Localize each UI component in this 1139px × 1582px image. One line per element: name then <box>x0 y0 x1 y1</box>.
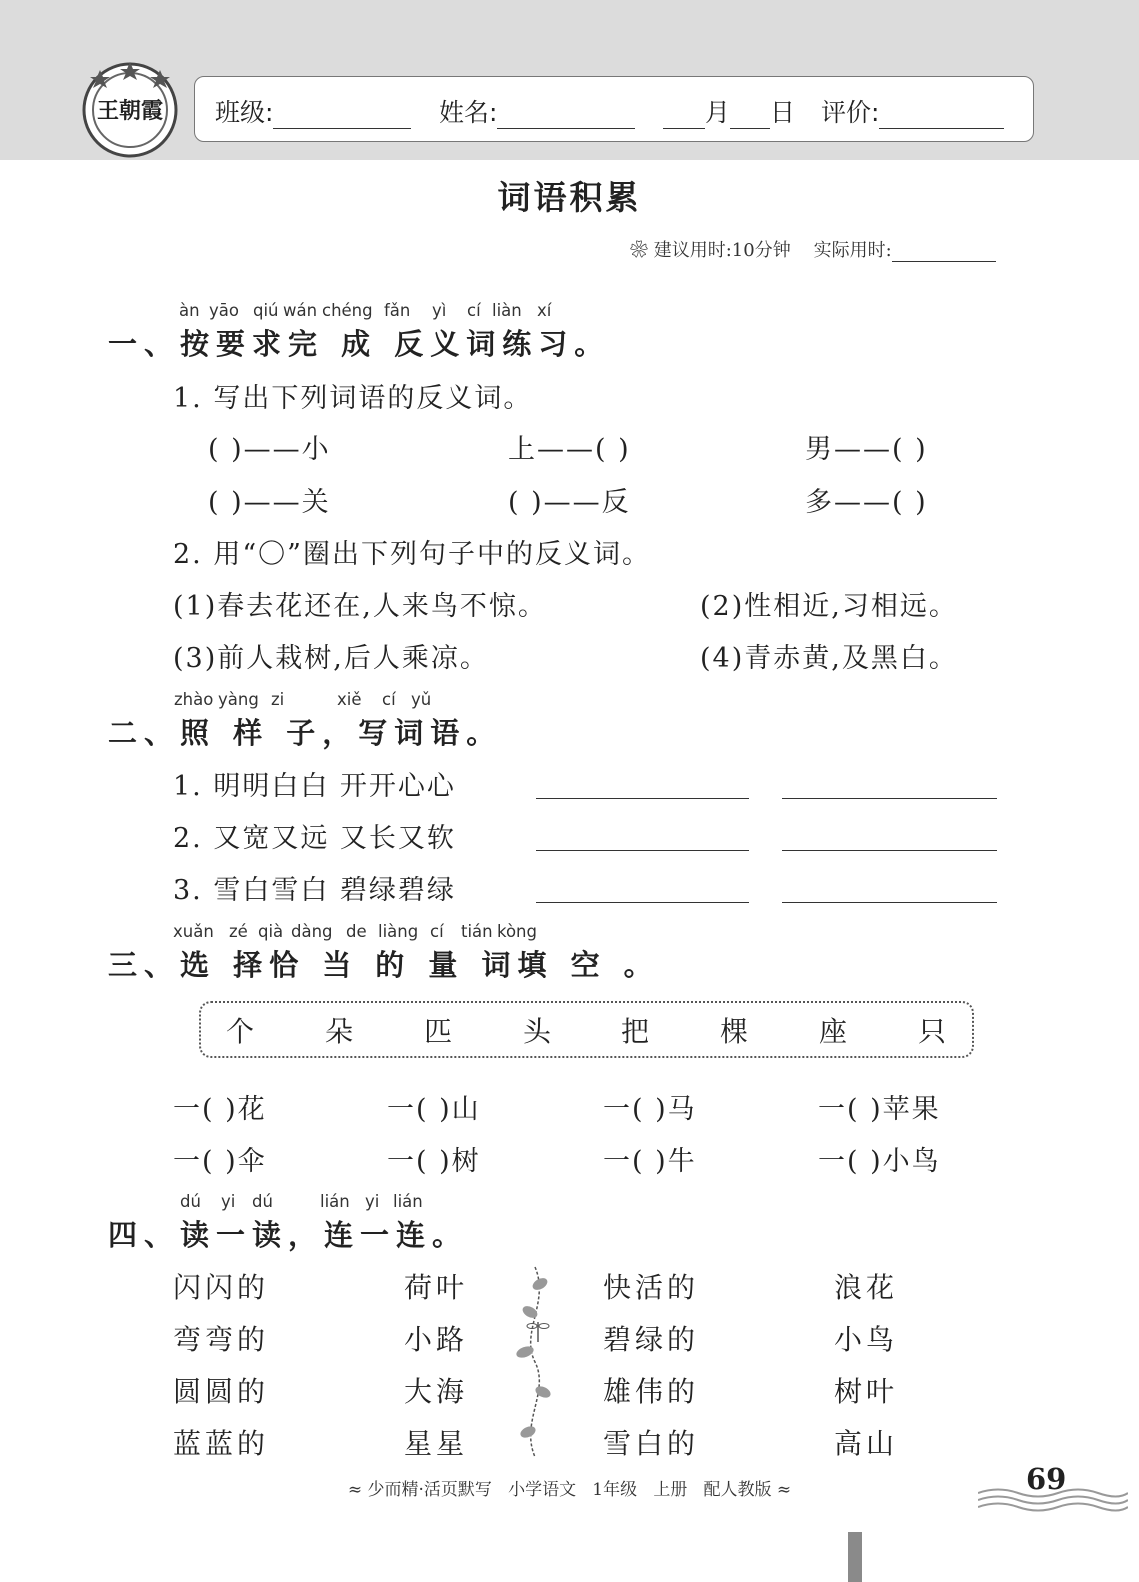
pinyin-s4: dú yi dú lián yi lián <box>180 1192 423 1211</box>
match-adj-left[interactable]: 圆圆的 <box>173 1375 270 1408</box>
answer-blank[interactable] <box>782 798 997 799</box>
sentence-item[interactable]: (3)前人栽树,后人乘凉。 <box>173 643 489 674</box>
measure-word: 只 <box>918 1015 947 1048</box>
section-4-heading: 四、读一读，连一连。 <box>108 1218 469 1252</box>
section-2-heading: 二、照 样 子，写词语。 <box>108 716 503 750</box>
date-field[interactable]: 月 日 <box>663 93 795 129</box>
measure-word: 头 <box>523 1015 552 1048</box>
section-1-heading: 一、按要求完 成 反义词练习。 <box>108 327 611 361</box>
antonym-item[interactable]: ( )——小 <box>208 434 331 465</box>
match-adj-left[interactable]: 弯弯的 <box>173 1323 270 1356</box>
match-noun-right[interactable]: 高山 <box>834 1427 899 1460</box>
answer-blank[interactable] <box>536 850 749 851</box>
match-noun-left[interactable]: 大海 <box>404 1375 469 1408</box>
answer-blank[interactable] <box>536 902 749 903</box>
grade-field[interactable]: 评价: <box>821 93 1004 129</box>
time-icon: ❀ <box>630 240 648 261</box>
measure-word: 朵 <box>325 1015 354 1048</box>
sentence-item[interactable]: (2)性相近,习相远。 <box>700 591 958 622</box>
measure-fill-item[interactable]: 一( )树 <box>387 1146 481 1177</box>
measure-word: 把 <box>621 1015 650 1048</box>
time-info: ❀ 建议用时:10分钟 实际用时: <box>630 236 996 262</box>
measure-fill-item[interactable]: 一( )小鸟 <box>818 1146 941 1177</box>
class-blank[interactable] <box>273 104 411 129</box>
page-edge-tab <box>848 1532 862 1582</box>
q2-title: 2. 用“〇”圈出下列句子中的反义词。 <box>173 539 651 570</box>
q1-title: 1. 写出下列词语的反义词。 <box>173 383 533 414</box>
class-field[interactable]: 班级: <box>215 93 411 129</box>
match-noun-right[interactable]: 浪花 <box>834 1271 899 1304</box>
measure-fill-item[interactable]: 一( )山 <box>387 1094 481 1125</box>
match-noun-right[interactable]: 树叶 <box>834 1375 899 1408</box>
measure-fill-item[interactable]: 一( )马 <box>603 1094 697 1125</box>
answer-blank[interactable] <box>782 902 997 903</box>
measure-word: 匹 <box>424 1015 453 1048</box>
brand-logo <box>80 60 180 160</box>
antonym-item[interactable]: 上——( ) <box>508 434 631 465</box>
measure-fill-item[interactable]: 一( )苹果 <box>818 1094 941 1125</box>
antonym-item[interactable]: 男——( ) <box>805 434 928 465</box>
sentence-item[interactable]: (4)青赤黄,及黑白。 <box>700 643 958 674</box>
name-blank[interactable] <box>497 104 635 129</box>
word-example-row: 1. 明明白白 开开心心 <box>173 771 456 802</box>
actual-time-blank[interactable] <box>892 243 996 262</box>
measure-word: 座 <box>819 1015 848 1048</box>
pinyin-s1: àn yāo qiú wán chéng fǎn yì cí liàn xí <box>179 301 552 320</box>
word-example-row: 2. 又宽又远 又长又软 <box>173 823 456 854</box>
match-adj-left[interactable]: 闪闪的 <box>173 1271 270 1304</box>
sentence-item[interactable]: (1)春去花还在,人来鸟不惊。 <box>173 591 547 622</box>
student-info-box <box>194 76 1034 142</box>
match-noun-right[interactable]: 小鸟 <box>834 1323 899 1356</box>
match-adj-right[interactable]: 碧绿的 <box>603 1323 700 1356</box>
footer-text: ≈ 少而精·活页默写 小学语文 1年级 上册 配人教版 ≈ <box>347 1480 792 1500</box>
grade-blank[interactable] <box>879 104 1004 129</box>
match-adj-left[interactable]: 蓝蓝的 <box>173 1427 270 1460</box>
antonym-item[interactable]: 多——( ) <box>805 487 928 518</box>
pinyin-s2: zhào yàng zi xiě cí yǔ <box>174 690 432 709</box>
month-blank[interactable] <box>663 104 705 129</box>
match-adj-right[interactable]: 雪白的 <box>603 1427 700 1460</box>
pinyin-s3: xuǎn zé qià dàng de liàng cí tián kòng <box>173 922 537 941</box>
day-blank[interactable] <box>730 104 770 129</box>
svg-text:王朝霞: 王朝霞 <box>96 98 164 124</box>
answer-blank[interactable] <box>536 798 749 799</box>
measure-fill-item[interactable]: 一( )牛 <box>603 1146 697 1177</box>
vine-divider-icon <box>510 1262 560 1462</box>
match-noun-left[interactable]: 星星 <box>404 1427 469 1460</box>
match-adj-right[interactable]: 快活的 <box>603 1271 700 1304</box>
measure-word: 个 <box>226 1015 255 1048</box>
match-adj-right[interactable]: 雄伟的 <box>603 1375 700 1408</box>
match-noun-left[interactable]: 小路 <box>404 1323 469 1356</box>
measure-word-box <box>199 1001 974 1058</box>
name-field[interactable]: 姓名: <box>439 93 635 129</box>
match-noun-left[interactable]: 荷叶 <box>404 1271 469 1304</box>
antonym-item[interactable]: ( )——反 <box>508 487 631 518</box>
antonym-item[interactable]: ( )——关 <box>208 487 331 518</box>
word-example-row: 3. 雪白雪白 碧绿碧绿 <box>173 875 456 906</box>
measure-fill-item[interactable]: 一( )伞 <box>173 1146 267 1177</box>
answer-blank[interactable] <box>782 850 997 851</box>
section-3-heading: 三、选 择恰 当 的 量 词填 空 。 <box>108 948 660 982</box>
measure-word: 棵 <box>720 1015 749 1048</box>
page-title: 词语积累 <box>497 178 642 217</box>
measure-fill-item[interactable]: 一( )花 <box>173 1094 267 1125</box>
page-number: 69 <box>1026 1462 1067 1496</box>
